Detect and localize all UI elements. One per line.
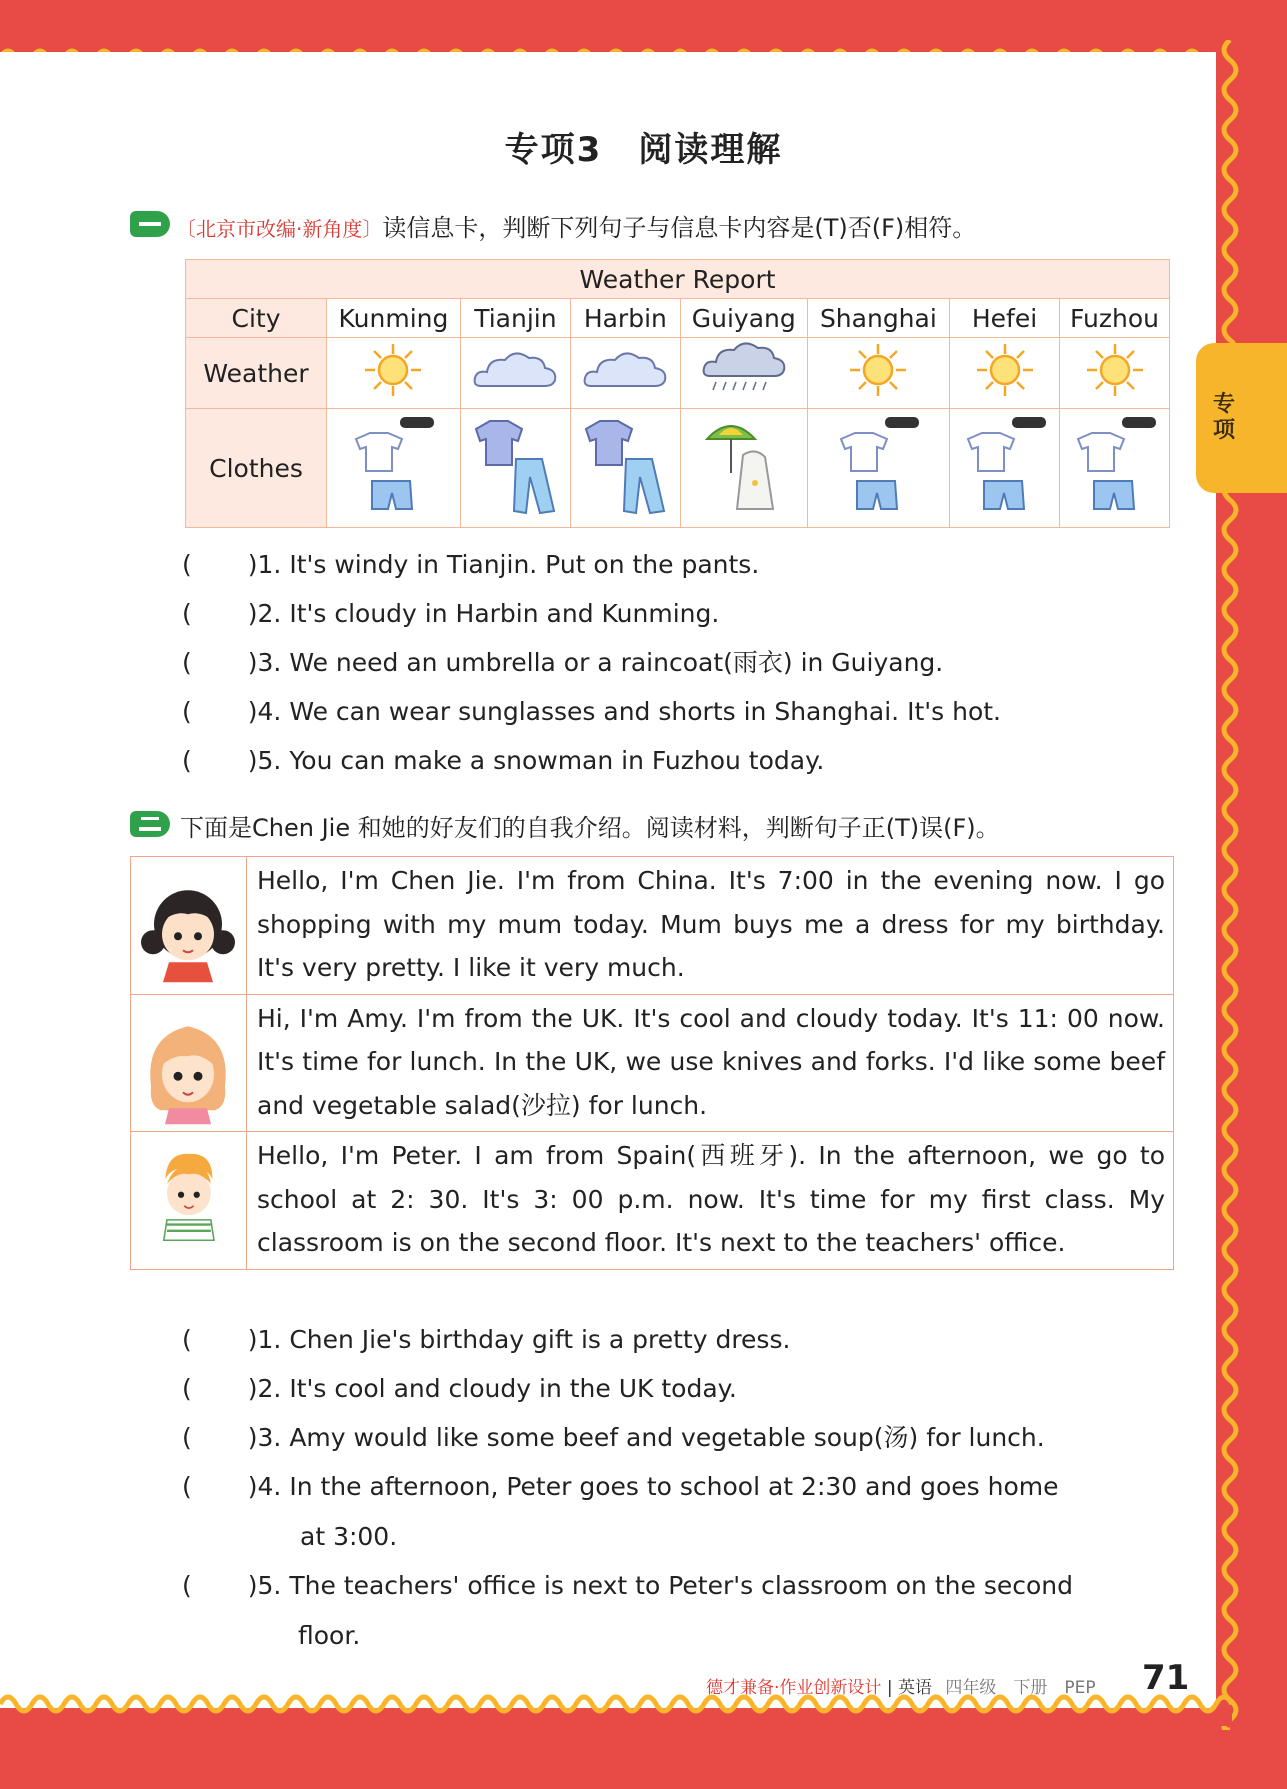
- footer-grade: 四年级 下册 PEP: [945, 1678, 1096, 1698]
- answer-blank[interactable]: (: [182, 599, 192, 628]
- summer-outfit-icon: [960, 413, 1050, 517]
- clothes-cell: [327, 409, 461, 528]
- s2-question-1: [182, 1325, 790, 1355]
- answer-blank[interactable]: (: [182, 1571, 192, 1600]
- paren-close: ): [247, 1374, 258, 1403]
- s1-question-4: [182, 697, 1001, 727]
- weather-cell: [680, 338, 807, 409]
- s2-question-5: [182, 1571, 1073, 1601]
- summer-outfit-icon: [833, 413, 923, 517]
- question-text: 5. You can make a snowman in Fuzhou today.: [257, 746, 825, 775]
- shirt-and-pants-icon: [580, 413, 670, 517]
- answer-blank[interactable]: (: [182, 1325, 192, 1354]
- paren-close: ): [247, 648, 258, 677]
- weather-cell: [1060, 338, 1170, 409]
- question-text: 3. We need an umbrella or a raincoat(雨衣) in Guiyang.: [257, 648, 944, 677]
- paren-close: ): [247, 1325, 258, 1354]
- peter-avatar: [131, 1132, 247, 1269]
- page-number: 71: [1142, 1658, 1190, 1698]
- paren-close: ): [247, 1423, 258, 1452]
- paren-close: ): [247, 550, 258, 579]
- section-one-source: 〔北京市改编·新角度〕: [176, 217, 383, 241]
- city-harbin: Harbin: [570, 299, 680, 338]
- section-two-badge-icon: [130, 811, 170, 837]
- intro-text-peter: Hello, I'm Peter. I am from Spain(西班牙). In the afternoon, we go to school at 2: 30. It's 3: 00 p.m. now. It's time for my first class. My classroom is on the second floor. It's next to the teachers' office.: [257, 1141, 1165, 1257]
- s2-question-5-continued: floor.: [298, 1621, 361, 1650]
- answer-blank[interactable]: (: [182, 1423, 192, 1452]
- footer-brand: 德才兼备·作业创新设计: [706, 1678, 882, 1698]
- shirt-and-pants-icon: [470, 413, 560, 517]
- side-tab-label: 专项: [1212, 392, 1235, 443]
- weather-cell: [950, 338, 1060, 409]
- amy-avatar: [131, 995, 247, 1132]
- paren-close: ): [247, 1472, 258, 1501]
- question-text: 2. It's cloudy in Harbin and Kunming.: [257, 599, 720, 628]
- question-text: 5. The teachers' office is next to Peter's classroom on the second: [257, 1571, 1073, 1600]
- city-hefei: Hefei: [950, 299, 1060, 338]
- weather-table-title: Weather Report: [186, 260, 1170, 299]
- question-text: 2. It's cool and cloudy in the UK today.: [257, 1374, 737, 1403]
- clothes-cell: [807, 409, 949, 528]
- question-text: 1. Chen Jie's birthday gift is a pretty dress.: [257, 1325, 791, 1354]
- clothes-cell: [460, 409, 570, 528]
- answer-blank[interactable]: (: [182, 648, 192, 677]
- sun-icon: [1085, 342, 1145, 398]
- paren-close: ): [247, 599, 258, 628]
- intro-row-peter: [131, 1132, 1173, 1269]
- cloud-icon: [583, 348, 667, 392]
- page-footer: [706, 1673, 1096, 1698]
- chen-jie-avatar: [131, 857, 247, 994]
- paren-close: ): [247, 746, 258, 775]
- sun-icon: [363, 342, 423, 398]
- answer-blank[interactable]: (: [182, 550, 192, 579]
- rain-icon: [702, 342, 786, 398]
- clothes-cell: [950, 409, 1060, 528]
- sun-icon: [975, 342, 1035, 398]
- weather-report-table: [185, 259, 1170, 528]
- decorative-wave-border-right: [1216, 40, 1252, 1730]
- weather-cell: [460, 338, 570, 409]
- city-kunming: Kunming: [327, 299, 461, 338]
- question-text: 3. Amy would like some beef and vegetable soup(汤) for lunch.: [257, 1423, 1045, 1452]
- s1-question-2: [182, 599, 719, 629]
- cloud-icon: [473, 348, 557, 392]
- row-header-weather: Weather: [186, 338, 327, 409]
- s1-question-3: [182, 648, 943, 678]
- section-one-instruction: 读信息卡，判断下列句子与信息卡内容是(T)否(F)相符。: [382, 214, 977, 242]
- s1-question-1: [182, 550, 759, 580]
- paren-close: ): [247, 697, 258, 726]
- sun-icon: [848, 342, 908, 398]
- answer-blank[interactable]: (: [182, 1374, 192, 1403]
- intro-row-chen-jie: [131, 857, 1173, 995]
- city-tianjin: Tianjin: [460, 299, 570, 338]
- weather-cell: [327, 338, 461, 409]
- paren-close: ): [247, 1571, 258, 1600]
- footer-divider: |: [886, 1678, 893, 1698]
- row-header-clothes: Clothes: [186, 409, 327, 528]
- page-title: 专项3 阅读理解: [504, 130, 783, 170]
- city-guiyang: Guiyang: [680, 299, 807, 338]
- s2-question-3: [182, 1423, 1045, 1453]
- answer-blank[interactable]: (: [182, 697, 192, 726]
- footer-subject: 英语: [897, 1678, 932, 1698]
- s1-question-5: [182, 746, 824, 776]
- city-fuzhou: Fuzhou: [1060, 299, 1170, 338]
- clothes-cell: [680, 409, 807, 528]
- section-one-badge-icon: [130, 211, 170, 237]
- s2-question-4: [182, 1472, 1059, 1502]
- section-two-instruction: 下面是Chen Jie 和她的好友们的自我介绍。阅读材料，判断句子正(T)误(F)。: [180, 814, 1000, 842]
- s2-question-2: [182, 1374, 737, 1404]
- section-one-heading: [176, 208, 976, 243]
- umbrella-and-raincoat-icon: [699, 413, 789, 517]
- weather-cell: [570, 338, 680, 409]
- answer-blank[interactable]: (: [182, 746, 192, 775]
- intro-row-amy: [131, 995, 1173, 1133]
- weather-cell: [807, 338, 949, 409]
- question-text: 4. We can wear sunglasses and shorts in Shanghai. It's hot.: [257, 697, 1001, 726]
- intro-text-amy: Hi, I'm Amy. I'm from the UK. It's cool and cloudy today. It's 11: 00 now. It's time for lunch. In the UK, we use knives and forks. I'd like some beef and vegetable salad(沙拉) for lunch.: [257, 1003, 1165, 1120]
- summer-outfit-icon: [1070, 413, 1160, 517]
- answer-blank[interactable]: (: [182, 1472, 192, 1501]
- clothes-cell: [570, 409, 680, 528]
- city-shanghai: Shanghai: [807, 299, 949, 338]
- intro-table: [130, 856, 1174, 1270]
- intro-text-chen-jie: Hello, I'm Chen Jie. I'm from China. It's 7:00 in the evening now. I go shopping with my mum today. Mum buys me a dress for my birthday. It's very pretty. I like it very much.: [257, 866, 1165, 982]
- question-text: 1. It's windy in Tianjin. Put on the pants.: [257, 550, 760, 579]
- s2-question-4-continued: at 3:00.: [300, 1522, 398, 1551]
- question-text: 4. In the afternoon, Peter goes to school at 2:30 and goes home: [257, 1472, 1059, 1501]
- summer-outfit-icon: [348, 413, 438, 517]
- row-header-city: City: [186, 299, 327, 338]
- clothes-cell: [1060, 409, 1170, 528]
